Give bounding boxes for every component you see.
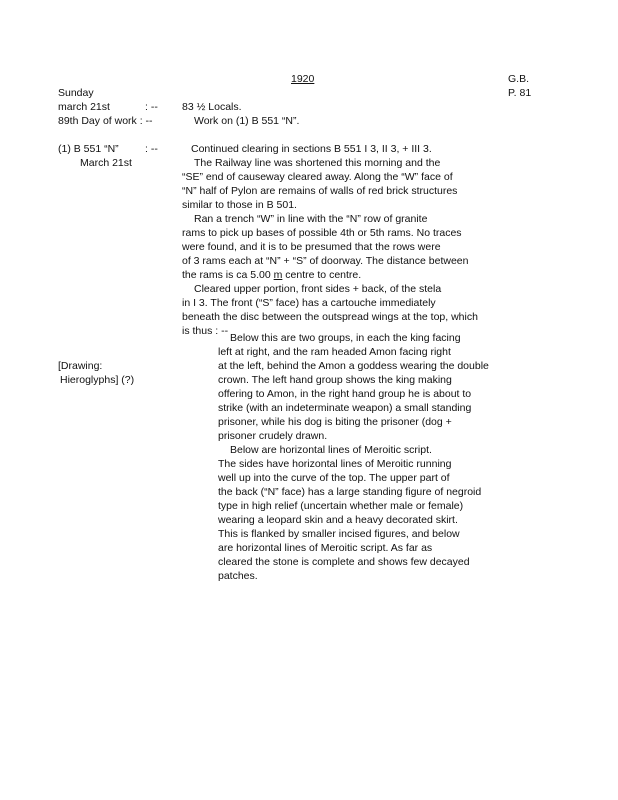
page-year: 1920 (291, 73, 315, 85)
body-line: offering to Amon, in the right hand group he is about to (218, 388, 472, 400)
body-line: in I 3. The front (“S” face) has a cartouche immediately (182, 297, 436, 309)
body-line: is thus : -- (182, 325, 229, 337)
ref-initials: G.B. (508, 73, 530, 85)
body-line: well up into the curve of the top. The upper part of (218, 472, 450, 484)
drawing-note-line2: Hieroglyphs] (?) (60, 374, 135, 386)
body-line: are horizontal lines of Meroitic script. As far as (218, 542, 433, 554)
body-line: cleared the stone is complete and shows few decayed (218, 556, 470, 568)
body-line-part: centre to centre. (282, 269, 362, 281)
body-line-part: the rams is ca 5.00 (182, 269, 274, 281)
body-line: Cleared upper portion, front sides + back, of the stela (194, 283, 442, 295)
unit-underlined: m (273, 269, 283, 281)
body-line: Below are horizontal lines of Meroitic script. (230, 444, 432, 456)
body-line: This is flanked by smaller incised figures, and below (218, 528, 460, 540)
body-line: Continued clearing in sections B 551 I 3, II 3, + III 3. (191, 143, 432, 155)
section-date: March 21st (80, 157, 132, 169)
body-line: “SE” end of causeway cleared away. Along the “W” face of (182, 171, 453, 183)
drawing-note-line1: [Drawing: (58, 360, 103, 372)
ref-page: P. 81 (508, 87, 532, 99)
body-line: The sides have horizontal lines of Meroitic running (218, 458, 452, 470)
section-label: (1) B 551 “N” (58, 143, 119, 155)
day-name: Sunday (58, 87, 94, 99)
body-line: The Railway line was shortened this morning and the (194, 157, 441, 169)
body-line: type in high relief (uncertain whether male or female) (218, 500, 464, 512)
date-separator: : -- (145, 101, 158, 113)
body-line: beneath the disc between the outspread wings at the top, which (182, 311, 478, 323)
locals-entry: 83 ½ Locals. (182, 101, 242, 113)
day-of-work-label: 89th Day of work : -- (58, 115, 153, 127)
body-line: prisoner, while his dog is biting the prisoner (dog + (218, 416, 452, 428)
section-separator: : -- (145, 143, 158, 155)
body-line: strike (with an indeterminate weapon) a small standing (218, 402, 472, 414)
body-line: at the left, behind the Amon a goddess wearing the double (218, 360, 489, 372)
work-on-entry: Work on (1) B 551 “N”. (194, 115, 300, 127)
body-line: the back (“N” face) has a large standing figure of negroid (218, 486, 482, 498)
body-line: Below this are two groups, in each the king facing (230, 332, 461, 344)
body-line: patches. (218, 570, 258, 582)
body-line: rams to pick up bases of possible 4th or 5th rams. No traces (182, 227, 462, 239)
body-line: crown. The left hand group shows the king making (218, 374, 452, 386)
body-line: prisoner crudely drawn. (218, 430, 328, 442)
body-line: Ran a trench “W” in line with the “N” row of granite (194, 213, 428, 225)
body-line: of 3 rams each at “N” + “S” of doorway. The distance between (182, 255, 469, 267)
body-line: left at right, and the ram headed Amon facing right (218, 346, 451, 358)
date-label: march 21st (58, 101, 110, 113)
body-line: similar to those in B 501. (182, 199, 297, 211)
body-line: were found, and it is to be presumed that the rows were (182, 241, 441, 253)
body-line: wearing a leopard skin and a heavy decorated skirt. (218, 514, 458, 526)
body-line (182, 269, 361, 282)
body-line: “N” half of Pylon are remains of walls of red brick structures (182, 185, 458, 197)
